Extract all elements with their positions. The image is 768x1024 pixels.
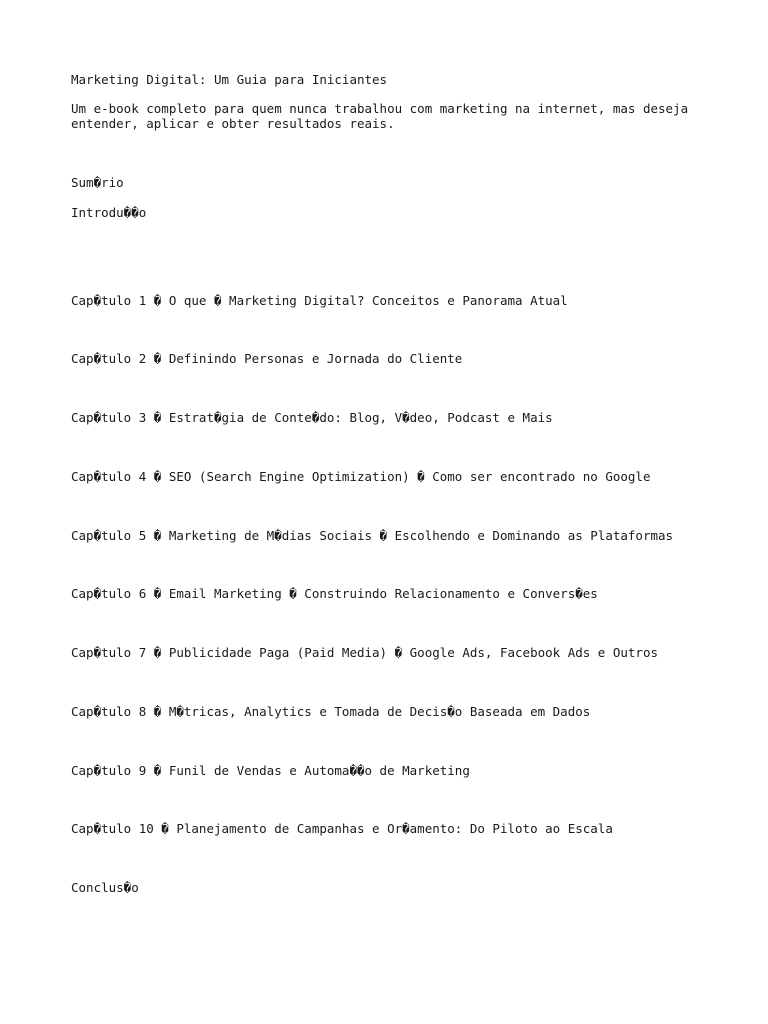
document-title: Marketing Digital: Um Guia para Iniciantes — [71, 72, 388, 87]
toc-chapter-5: Cap�tulo 5 � Marketing de M�dias Sociais � Escolhendo e Dominando as Plataformas — [71, 528, 674, 543]
document-subtitle-line-2: entender, aplicar e obter resultados reais. — [71, 116, 395, 131]
toc-chapter-6: Cap�tulo 6 � Email Marketing � Construindo Relacionamento e Convers�es — [71, 586, 598, 601]
toc-conclusion: Conclus�o — [71, 880, 139, 895]
toc-introduction: Introdu��o — [71, 205, 147, 220]
toc-chapter-1: Cap�tulo 1 � O que � Marketing Digital? Conceitos e Panorama Atual — [71, 293, 568, 308]
toc-chapter-3: Cap�tulo 3 � Estrat�gia de Conte�do: Blog, V�deo, Podcast e Mais — [71, 410, 553, 425]
toc-chapter-2: Cap�tulo 2 � Definindo Personas e Jornada do Cliente — [71, 351, 463, 366]
toc-heading: Sum�rio — [71, 175, 124, 190]
toc-chapter-9: Cap�tulo 9 � Funil de Vendas e Automa��o de Marketing — [71, 763, 470, 778]
toc-chapter-10: Cap�tulo 10 � Planejamento de Campanhas e Or�amento: Do Piloto ao Escala — [71, 821, 613, 836]
toc-chapter-8: Cap�tulo 8 � M�tricas, Analytics e Tomada de Decis�o Baseada em Dados — [71, 704, 591, 719]
toc-chapter-4: Cap�tulo 4 � SEO (Search Engine Optimization) � Como ser encontrado no Google — [71, 469, 651, 484]
toc-chapter-7: Cap�tulo 7 � Publicidade Paga (Paid Media) � Google Ads, Facebook Ads e Outros — [71, 645, 658, 660]
document-subtitle-line-1: Um e-book completo para quem nunca trabalhou com marketing na internet, mas deseja — [71, 101, 689, 116]
